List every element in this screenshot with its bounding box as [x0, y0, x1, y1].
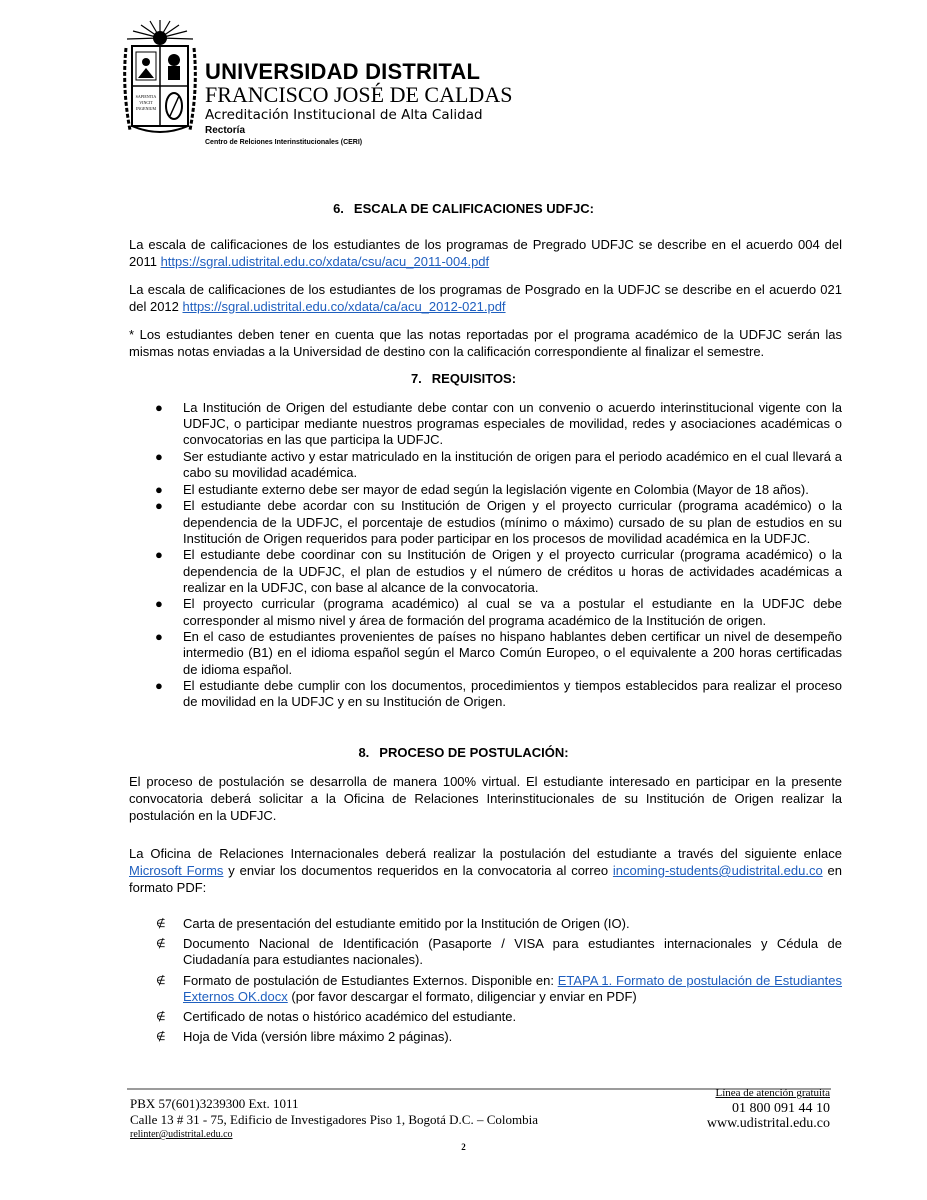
application-format-download-link[interactable]: ETAPA 1. Formato de postulación de Estudiantes Externos OK.docx [183, 972, 843, 1004]
section-6-paragraph-posgrado [129, 281, 842, 315]
section-number: 7. [410, 371, 422, 386]
list-item-text: El estudiante debe cumplir con los documentos, procedimientos y tiempos establecidos para realizar el proceso de movilidad en la UDFJC y en su Institución de Origen. [183, 678, 842, 710]
section-6-note: * Los estudiantes deben tener en cuenta que las notas reportadas por el programa académico de la UDFJC serán las mismas notas enviadas a la Universidad de destino con la calificación correspondiente al finalizar el semestre. [129, 327, 842, 359]
list-item-text: La Institución de Origen del estudiante debe contar con un convenio o acuerdo interinstitucional vigente con la UDFJC, o participar mediante nuestros programas especiales de movilidad, redes y asociaciones académicas o convocatorias en las que participa la UDFJC. [183, 400, 842, 448]
bullet-icon: ● [155, 629, 163, 645]
list-item-text: Documento Nacional de Identificación (Pasaporte / VISA para estudiantes internacionales y Cédula de Ciudadanía para estudiantes nacionales). [183, 936, 842, 968]
paragraph-text: La escala de calificaciones de los estudiantes de los programas de Posgrado en la UDFJC se describe en el acuerdo 021 del 2012 [129, 282, 842, 314]
bullet-icon: ● [155, 400, 163, 415]
university-name: UNIVERSIDAD DISTRITAL [205, 59, 481, 84]
university-seal-logo [120, 18, 200, 140]
posgrado-agreement-link[interactable]: https://sgral.udistrital.edu.co/xdata/ca/acu_2012-021.pdf [182, 299, 506, 314]
bullet-icon: ● [155, 596, 163, 612]
list-item-text: El estudiante externo debe ser mayor de edad según la legislación vigente en Colombia (Mayor de 18 años). [183, 481, 809, 497]
list-item-text: Carta de presentación del estudiante emitido por la Institución de Origen (IO). [183, 916, 630, 931]
bullet-icon: ● [155, 678, 163, 694]
section-8-paragraph-process: El proceso de postulación se desarrolla de manera 100% virtual. El estudiante interesado en participar en la presente convocatoria deberá solicitar a la Oficina de Relaciones Interinstitucionales de su Institución de Origen realizar la postulación en la UDFJC. [129, 774, 842, 823]
list-item [129, 916, 842, 932]
university-subtitle: FRANCISCO JOSÉ DE CALDAS [205, 82, 513, 107]
pregrado-agreement-link[interactable]: https://sgral.udistrital.edu.co/xdata/csu/acu_2011-004.pdf [160, 254, 490, 269]
list-item-text: Ser estudiante activo y estar matriculado en la institución de origen para el periodo académico en el cual llevará a cabo su movilidad académica. [183, 449, 842, 481]
list-item-text: Hoja de Vida (versión libre máximo 2 páginas). [183, 1029, 453, 1045]
list-item [129, 678, 842, 710]
bullet-icon: ● [155, 547, 163, 563]
list-item-text: Certificado de notas o histórico académico del estudiante. [183, 1009, 517, 1025]
bullet-icon: ● [155, 449, 163, 464]
requirements-list [129, 400, 842, 711]
paragraph-text: La escala de calificaciones de los estudiantes de los programas de Pregrado UDFJC se describe en el acuerdo 004 del 2011 [129, 237, 842, 269]
incoming-students-email-link[interactable]: incoming-students@udistrital.edu.co [612, 863, 823, 878]
svg-text:INGENIUM: INGENIUM [135, 106, 157, 111]
microsoft-forms-link[interactable]: Microsoft Forms [129, 863, 224, 878]
footer-phone: PBX 57(601)3239300 Ext. 1011 [130, 1096, 299, 1111]
paragraph-text: en formato PDF: [129, 863, 842, 895]
not-element-of-icon: ∉ [156, 1031, 166, 1044]
section-title: ESCALA DE CALIFICACIONES UDFJC: [353, 201, 594, 216]
section-6-paragraph-pregrado [129, 236, 842, 270]
list-item [129, 1029, 842, 1045]
list-item [129, 449, 842, 481]
list-item [129, 629, 842, 678]
not-element-of-icon: ∉ [156, 1011, 166, 1024]
not-element-of-icon: ∉ [156, 918, 166, 930]
list-item-text: Formato de postulación de Estudiantes Externos. Disponible en: [183, 972, 558, 988]
department-name: Centro de Relciones Interinstitucionales (CERI) [205, 139, 363, 146]
bullet-icon: ● [155, 498, 163, 514]
section-title: PROCESO DE POSTULACIÓN: [379, 745, 569, 760]
hotline-number: 01 800 091 44 10 [732, 1101, 830, 1116]
list-item-text: El estudiante debe coordinar con su Institución de Origen y el proyecto curricular (programa académico) o la dependencia de la UDFJC, el plan de estudios y el número de créditos u horas de actividades académicas a realizar en la UDFJC, con base al alcance de la convocatoria. [183, 547, 842, 595]
required-documents-list [129, 916, 842, 1049]
list-item [129, 1009, 842, 1025]
not-element-of-icon: ∉ [156, 974, 166, 987]
website-link[interactable]: www.udistrital.edu.co [706, 1116, 830, 1131]
list-item [129, 936, 842, 968]
footer-address: Calle 13 # 31 - 75, Edificio de Investigadores Piso 1, Bogotá D.C. – Colombia [130, 1112, 539, 1127]
section-8-heading [0, 745, 927, 761]
footer-email[interactable]: relinter@udistrital.edu.co [130, 1129, 233, 1140]
list-item-text: El estudiante debe acordar con su Institución de Origen y el proyecto curricular (programa académico) o la dependencia de la UDFJC, el porcentaje de estudios (mínimo o máximo) cursado de su plan de estudios en su Institución de Origen requeridos para poder participar en los procesos de movilidad académica en la UDFJC. [183, 498, 842, 546]
office-name: Rectoría [205, 125, 246, 136]
not-element-of-icon: ∉ [156, 938, 166, 951]
list-item-text: En el caso de estudiantes provenientes de países no hispano hablantes deben certificar un nivel de desempeño intermedio (B1) en el idioma español según el Marco Común Europeo, o el equivalente a 200 horas certificadas de idioma español. [183, 629, 842, 677]
list-item [129, 498, 842, 547]
list-item [129, 973, 842, 1005]
section-number: 8. [358, 745, 370, 760]
section-title: REQUISITOS: [431, 371, 517, 386]
svg-text:VINCIT: VINCIT [139, 100, 153, 105]
section-8-paragraph-submission [129, 845, 842, 896]
list-item-text: El proyecto curricular (programa académico) al cual se va a postular el estudiante en la UDFJC debe corresponder al mismo nivel y área de formación del programa académico de la Institución de origen. [183, 596, 842, 628]
svg-text:SAPIENTIA: SAPIENTIA [135, 94, 157, 99]
list-item [129, 400, 842, 449]
section-7-heading [0, 371, 927, 387]
list-item [129, 596, 842, 628]
paragraph-text: La Oficina de Relaciones Internacionales deberá realizar la postulación del estudiante a través del siguiente enlace [129, 846, 842, 861]
hotline-label: Línea de atención gratuita [715, 1087, 830, 1099]
list-item-text: (por favor descargar el formato, diligenciar y enviar en PDF) [287, 988, 637, 1004]
page-number: 2 [461, 1142, 466, 1152]
accreditation-line: Acreditación Institucional de Alta Calidad [205, 107, 483, 123]
paragraph-text: y enviar los documentos requeridos en la convocatoria al correo [223, 863, 613, 878]
list-item [129, 547, 842, 596]
section-number: 6. [333, 201, 344, 216]
section-6-heading [0, 201, 927, 217]
list-item [129, 482, 842, 498]
bullet-icon: ● [155, 481, 163, 497]
